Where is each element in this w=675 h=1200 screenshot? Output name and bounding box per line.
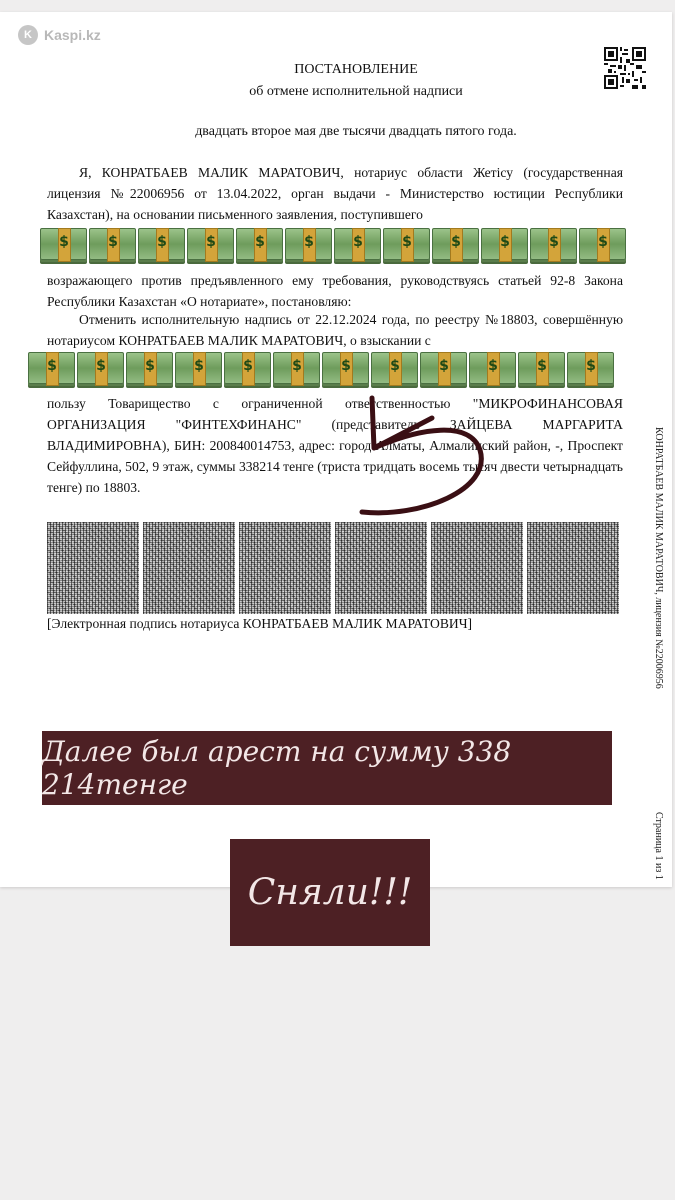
paragraph-notary-intro: Я, КОНРАТБАЕВ МАЛИК МАРАТОВИЧ, нотариус области Жетісу (государственная лицензия №22006956 от 13.04.2022, орган выдачи - Министерство юстиции Республики Казахстан), на основании письменного заявления, поступившего	[47, 165, 623, 222]
kaspi-logo-icon: K	[18, 25, 38, 45]
money-bag-icon: $	[383, 228, 430, 260]
document-date: двадцать второе мая две тысячи двадцать пятого года.	[195, 124, 517, 139]
money-bag-icon: $	[285, 228, 332, 260]
paragraph-creditor: пользу Товарищество с ограниченной ответственностью "МИКРОФИНАНСОВАЯ ОРГАНИЗАЦИЯ "ФИНТЕХФИНАНС" (представитель ЗАЙЦЕВА МАРГАРИТА ВЛАДИМИРОВНА), БИН: 200840014753, адрес: город Алматы, Алмалинский район, -, Проспект Сейфуллина, 502, 9 этаж, суммы 338214 тенге (триста тридцать восемь тысяч двести четырнадцать тенге) по 18803.	[47, 396, 623, 495]
money-bag-icon: $	[432, 228, 479, 260]
arrest-amount-text: Далее был арест на сумму 338 214тенге	[42, 735, 512, 801]
money-bag-icon: $	[126, 352, 173, 384]
signature-pattern	[143, 522, 235, 614]
money-bag-icon: $	[273, 352, 320, 384]
money-bag-icon: $	[175, 352, 222, 384]
kaspi-watermark	[18, 25, 101, 45]
document-subtitle: об отмене исполнительной надписи	[249, 84, 463, 99]
money-bag-icon: $	[567, 352, 614, 384]
removed-text: Сняли!!!	[247, 872, 413, 913]
signature-pattern	[527, 522, 619, 614]
watermark-text: Kaspi.kz	[44, 27, 101, 43]
money-bag-icon: $	[138, 228, 185, 260]
money-bag-icon: $	[371, 352, 418, 384]
arrest-amount-banner	[42, 731, 612, 805]
money-bag-icon: $	[89, 228, 136, 260]
document-title: ПОСТАНОВЛЕНИЕ	[294, 62, 418, 77]
signature-pattern	[335, 522, 427, 614]
paragraph-objection: возражающего против предъявленного ему требования, руководствуясь статьей 92-8 Закона Республики Казахстан «О нотариате», постановляю:	[47, 273, 623, 309]
money-bag-icon: $	[187, 228, 234, 260]
money-bag-icon: $	[420, 352, 467, 384]
electronic-signature-blocks	[47, 522, 619, 614]
money-bag-icon: $	[236, 228, 283, 260]
side-license-text: КОНРАТБАЕВ МАЛИК МАРАТОВИЧ, лицензия №22006956	[653, 427, 664, 689]
signature-pattern	[431, 522, 523, 614]
money-bag-icon: $	[224, 352, 271, 384]
money-bag-icon: $	[322, 352, 369, 384]
money-bag-icon: $	[77, 352, 124, 384]
money-overlay-row-1	[40, 228, 626, 260]
removed-banner	[230, 839, 430, 946]
money-bag-icon: $	[518, 352, 565, 384]
signature-pattern	[239, 522, 331, 614]
money-bag-icon: $	[334, 228, 381, 260]
money-bag-icon: $	[28, 352, 75, 384]
money-bag-icon: $	[530, 228, 577, 260]
signature-caption: [Электронная подпись нотариуса КОНРАТБАЕВ МАЛИК МАРАТОВИЧ]	[47, 616, 473, 631]
money-bag-icon: $	[481, 228, 528, 260]
page-number: Страница 1 из 1	[653, 812, 664, 880]
money-bag-icon: $	[40, 228, 87, 260]
paragraph-resolution: Отменить исполнительную надпись от 22.12.2024 года, по реестру №18803, совершённую нотариусом КОНРАТБАЕВ МАЛИК МАРАТОВИЧ, о взыскании с	[47, 312, 623, 348]
money-bag-icon: $	[579, 228, 626, 260]
money-bag-icon: $	[469, 352, 516, 384]
money-overlay-row-2	[28, 352, 614, 384]
signature-pattern	[47, 522, 139, 614]
